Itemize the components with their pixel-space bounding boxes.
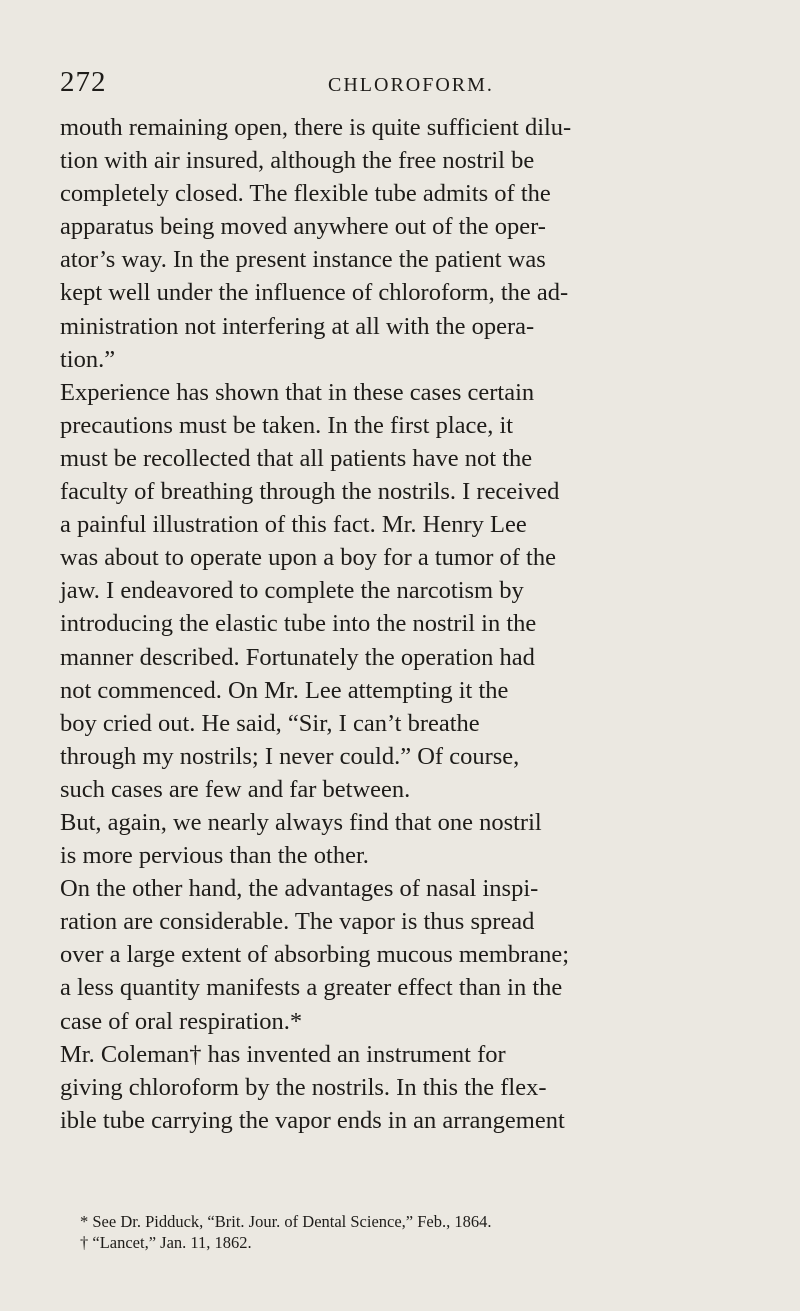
text-line: kept well under the influence of chloroform, the ad- (60, 279, 569, 307)
text-line: ration are considerable. The vapor is thus spread (60, 908, 535, 936)
text-line: precautions must be taken. In the first place, it (60, 411, 514, 439)
text-line: is more pervious than the other. (60, 842, 369, 870)
text-line: such cases are few and far between. (60, 775, 411, 803)
page-number: 272 (60, 66, 107, 98)
text-line: through my nostrils; I never could.” Of course, (60, 742, 520, 770)
text-line: giving chloroform by the nostrils. In this the flex- (60, 1073, 547, 1101)
text-line: a less quantity manifests a greater effect than in the (60, 974, 563, 1002)
text-line: tion.” (60, 345, 116, 373)
text-line: introducing the elastic tube into the nostril in the (60, 610, 537, 638)
text-line: must be recollected that all patients have not the (60, 444, 533, 472)
footnote: † “Lancet,” Jan. 11, 1862. (80, 1233, 252, 1252)
text-line: manner described. Fortunately the operation had (60, 643, 535, 671)
text-line: a painful illustration of this fact. Mr. Henry Lee (60, 511, 527, 539)
running-head (60, 66, 740, 106)
text-line: On the other hand, the advantages of nasal inspi- (60, 875, 539, 903)
text-line: faculty of breathing through the nostrils. I received (60, 478, 560, 506)
text-line: But, again, we nearly always find that one nostril (60, 808, 542, 836)
text-line: ministration not interfering at all with the opera- (60, 312, 535, 340)
section-title: CHLOROFORM. (328, 74, 494, 96)
text-line: ible tube carrying the vapor ends in an arrangement (60, 1106, 565, 1134)
text-line: tion with air insured, although the free nostril be (60, 147, 535, 175)
text-line: over a large extent of absorbing mucous membrane; (60, 941, 570, 969)
text-line: boy cried out. He said, “Sir, I can’t breathe (60, 709, 480, 737)
text-line: completely closed. The flexible tube admits of the (60, 180, 551, 208)
text-line: case of oral respiration.* (60, 1007, 303, 1035)
footnote: * See Dr. Pidduck, “Brit. Jour. of Dental Science,” Feb., 1864. (80, 1212, 492, 1231)
text-line: mouth remaining open, there is quite sufficient dilu- (60, 114, 572, 141)
footnotes (62, 1211, 742, 1253)
body-text (60, 111, 730, 1137)
text-line: jaw. I endeavored to complete the narcotism by (60, 577, 524, 605)
text-line: Mr. Coleman† has invented an instrument for (60, 1040, 506, 1068)
text-line: not commenced. On Mr. Lee attempting it the (60, 676, 509, 704)
text-line: Experience has shown that in these cases certain (60, 378, 535, 406)
text-line: ator’s way. In the present instance the patient was (60, 246, 546, 274)
text-line: apparatus being moved anywhere out of the oper- (60, 213, 546, 241)
text-line: was about to operate upon a boy for a tumor of the (60, 544, 556, 572)
